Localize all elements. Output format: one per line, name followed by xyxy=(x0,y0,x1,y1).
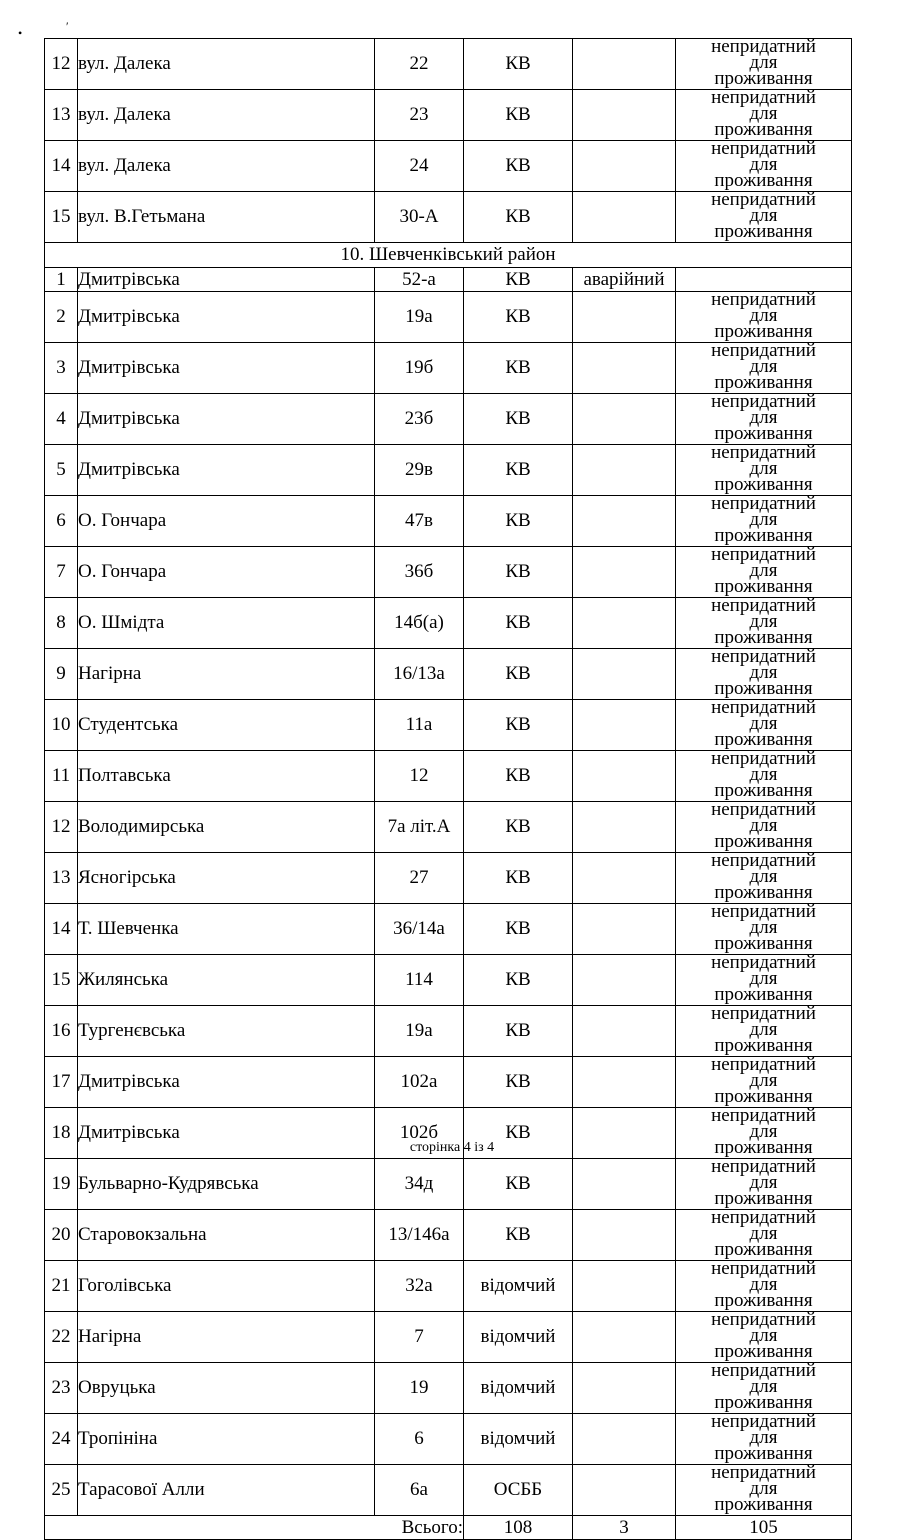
unfit-status-text: непридатний для проживання xyxy=(711,1107,816,1158)
table-row xyxy=(45,394,852,445)
table-row xyxy=(45,547,852,598)
unfit-status-text: непридатний для проживання xyxy=(711,903,816,954)
page-footer: сторінка 4 із 4 xyxy=(409,1140,495,1155)
house-number: 24 xyxy=(375,141,464,192)
table-row xyxy=(45,1210,852,1261)
ownership-type: КВ xyxy=(464,192,573,243)
street-name: Жилянська xyxy=(78,955,375,1006)
table-row xyxy=(45,141,852,192)
unfit-status xyxy=(676,700,852,751)
emergency-status xyxy=(573,547,676,598)
table-row xyxy=(45,802,852,853)
unfit-status-text: непридатний для проживання xyxy=(711,1158,816,1209)
house-number: 36/14а xyxy=(375,904,464,955)
table-row xyxy=(45,700,852,751)
unfit-status-text: непридатний для проживання xyxy=(711,191,816,242)
housing-register-table xyxy=(44,38,852,1540)
total-label: Всього: xyxy=(45,1516,464,1540)
table-row xyxy=(45,1006,852,1057)
emergency-status xyxy=(573,649,676,700)
unfit-status-text: непридатний для проживання xyxy=(711,852,816,903)
unfit-status xyxy=(676,141,852,192)
emergency-status xyxy=(573,1261,676,1312)
unfit-status-text: непридатний для проживання xyxy=(711,699,816,750)
table-row xyxy=(45,955,852,1006)
street-name: Володимирська xyxy=(78,802,375,853)
row-number: 15 xyxy=(45,955,78,1006)
unfit-status xyxy=(676,192,852,243)
emergency-status xyxy=(573,1006,676,1057)
row-number: 21 xyxy=(45,1261,78,1312)
unfit-status-text: непридатний для проживання xyxy=(711,342,816,393)
row-number: 12 xyxy=(45,802,78,853)
emergency-status xyxy=(573,1312,676,1363)
ownership-type: КВ xyxy=(464,1159,573,1210)
unfit-status-text: непридатний для проживання xyxy=(711,291,816,342)
street-name: Старовокзальна xyxy=(78,1210,375,1261)
unfit-status xyxy=(676,1363,852,1414)
street-name: Дмитрівська xyxy=(78,1108,375,1159)
ownership-type: КВ xyxy=(464,802,573,853)
unfit-status xyxy=(676,1210,852,1261)
house-number: 30-А xyxy=(375,192,464,243)
unfit-status-text: непридатний для проживання xyxy=(711,1260,816,1311)
row-number: 1 xyxy=(45,268,78,292)
house-number: 52-а xyxy=(375,268,464,292)
ownership-type: відомчий xyxy=(464,1363,573,1414)
unfit-status xyxy=(676,90,852,141)
street-name: Дмитрівська xyxy=(78,268,375,292)
ownership-type: КВ xyxy=(464,955,573,1006)
unfit-status-text: непридатний для проживання xyxy=(711,38,816,89)
street-name: Овруцька xyxy=(78,1363,375,1414)
unfit-status xyxy=(676,1312,852,1363)
ownership-type: КВ xyxy=(464,904,573,955)
unfit-status xyxy=(676,802,852,853)
house-number: 22 xyxy=(375,39,464,90)
row-number: 12 xyxy=(45,39,78,90)
house-number: 29в xyxy=(375,445,464,496)
table-row xyxy=(45,1057,852,1108)
street-name: О. Гончара xyxy=(78,547,375,598)
unfit-status xyxy=(676,955,852,1006)
row-number: 19 xyxy=(45,1159,78,1210)
street-name: Дмитрівська xyxy=(78,292,375,343)
scan-mark: ′ xyxy=(66,19,69,33)
table-row xyxy=(45,90,852,141)
emergency-status xyxy=(573,1465,676,1516)
street-name: вул. Далека xyxy=(78,39,375,90)
emergency-status xyxy=(573,904,676,955)
unfit-status-text: непридатний для проживання xyxy=(711,648,816,699)
emergency-status xyxy=(573,751,676,802)
unfit-status-text: непридатний для проживання xyxy=(711,801,816,852)
section-header-row xyxy=(45,243,852,268)
street-name: Тарасової Алли xyxy=(78,1465,375,1516)
table-row xyxy=(45,1312,852,1363)
table-row xyxy=(45,853,852,904)
emergency-status xyxy=(573,496,676,547)
street-name: Бульварно-Кудрявська xyxy=(78,1159,375,1210)
street-name: Дмитрівська xyxy=(78,343,375,394)
row-number: 22 xyxy=(45,1312,78,1363)
table-row xyxy=(45,268,852,292)
emergency-status xyxy=(573,1363,676,1414)
ownership-type: відомчий xyxy=(464,1261,573,1312)
ownership-type: КВ xyxy=(464,1057,573,1108)
unfit-status-text: непридатний для проживання xyxy=(711,1005,816,1056)
unfit-status xyxy=(676,1261,852,1312)
ownership-type: КВ xyxy=(464,268,573,292)
emergency-status xyxy=(573,192,676,243)
unfit-status xyxy=(676,394,852,445)
table-row xyxy=(45,1465,852,1516)
table-row xyxy=(45,445,852,496)
totals xyxy=(45,1516,852,1540)
unfit-status xyxy=(676,268,852,292)
house-number: 12 xyxy=(375,751,464,802)
unfit-status-text: непридатний для проживання xyxy=(711,89,816,140)
house-number: 23 xyxy=(375,90,464,141)
street-name: Дмитрівська xyxy=(78,445,375,496)
emergency-status xyxy=(573,394,676,445)
row-number: 3 xyxy=(45,343,78,394)
street-name: вул. Далека xyxy=(78,90,375,141)
unfit-status xyxy=(676,445,852,496)
unfit-status-text: непридатний для проживання xyxy=(711,597,816,648)
ownership-type: КВ xyxy=(464,547,573,598)
section-title: 10. Шевченківський район xyxy=(45,243,852,268)
table-row xyxy=(45,904,852,955)
house-number: 16/13а xyxy=(375,649,464,700)
ownership-type: КВ xyxy=(464,853,573,904)
street-name: Дмитрівська xyxy=(78,1057,375,1108)
row-number: 18 xyxy=(45,1108,78,1159)
unfit-status xyxy=(676,598,852,649)
house-number: 34д xyxy=(375,1159,464,1210)
row-number: 10 xyxy=(45,700,78,751)
street-name: О. Шмідта xyxy=(78,598,375,649)
row-number: 14 xyxy=(45,904,78,955)
unfit-status-text: непридатний для проживання xyxy=(711,1464,816,1515)
street-name: вул. В.Гетьмана xyxy=(78,192,375,243)
table-row xyxy=(45,751,852,802)
ownership-type: КВ xyxy=(464,1210,573,1261)
table-row xyxy=(45,1414,852,1465)
street-name: Гоголівська xyxy=(78,1261,375,1312)
emergency-status xyxy=(573,39,676,90)
ownership-type: відомчий xyxy=(464,1312,573,1363)
ownership-type: КВ xyxy=(464,598,573,649)
table-row xyxy=(45,496,852,547)
house-number: 6 xyxy=(375,1414,464,1465)
ownership-type: КВ xyxy=(464,445,573,496)
total-emergency: 3 xyxy=(573,1516,676,1540)
row-number: 7 xyxy=(45,547,78,598)
row-number: 25 xyxy=(45,1465,78,1516)
house-number: 27 xyxy=(375,853,464,904)
unfit-status-text: непридатний для проживання xyxy=(711,140,816,191)
unfit-status xyxy=(676,1006,852,1057)
ownership-type: КВ xyxy=(464,1108,573,1159)
table-body-section xyxy=(45,268,852,1516)
unfit-status xyxy=(676,39,852,90)
house-number: 19а xyxy=(375,1006,464,1057)
total-count: 108 xyxy=(464,1516,573,1540)
emergency-status xyxy=(573,1159,676,1210)
unfit-status-text: непридатний для проживання xyxy=(711,1056,816,1107)
unfit-status xyxy=(676,904,852,955)
table-body-continued xyxy=(45,39,852,243)
house-number: 23б xyxy=(375,394,464,445)
emergency-status xyxy=(573,90,676,141)
row-number: 2 xyxy=(45,292,78,343)
emergency-status xyxy=(573,445,676,496)
table-row xyxy=(45,192,852,243)
house-number: 13/146а xyxy=(375,1210,464,1261)
ownership-type: КВ xyxy=(464,394,573,445)
street-name: Нагірна xyxy=(78,1312,375,1363)
row-number: 20 xyxy=(45,1210,78,1261)
house-number: 102б xyxy=(375,1108,464,1159)
emergency-status xyxy=(573,343,676,394)
unfit-status xyxy=(676,292,852,343)
row-number: 8 xyxy=(45,598,78,649)
unfit-status-text: непридатний для проживання xyxy=(711,495,816,546)
row-number: 17 xyxy=(45,1057,78,1108)
house-number: 19б xyxy=(375,343,464,394)
table-row xyxy=(45,1363,852,1414)
row-number: 13 xyxy=(45,90,78,141)
unfit-status-text: непридатний для проживання xyxy=(711,393,816,444)
street-name: Ясногірська xyxy=(78,853,375,904)
unfit-status xyxy=(676,496,852,547)
row-number: 5 xyxy=(45,445,78,496)
street-name: Тургенєвська xyxy=(78,1006,375,1057)
emergency-status xyxy=(573,700,676,751)
ownership-type: КВ xyxy=(464,649,573,700)
total-unfit: 105 xyxy=(676,1516,852,1540)
ownership-type: КВ xyxy=(464,751,573,802)
emergency-status xyxy=(573,1057,676,1108)
row-number: 9 xyxy=(45,649,78,700)
emergency-status xyxy=(573,292,676,343)
unfit-status-text: непридатний для проживання xyxy=(711,1362,816,1413)
house-number: 7а літ.А xyxy=(375,802,464,853)
unfit-status xyxy=(676,1414,852,1465)
table-row xyxy=(45,649,852,700)
section-header xyxy=(45,243,852,268)
house-number: 102а xyxy=(375,1057,464,1108)
unfit-status-text: непридатний для проживання xyxy=(711,1209,816,1260)
ownership-type: КВ xyxy=(464,141,573,192)
table-row xyxy=(45,292,852,343)
ownership-type: КВ xyxy=(464,700,573,751)
house-number: 7 xyxy=(375,1312,464,1363)
ownership-type: КВ xyxy=(464,90,573,141)
unfit-status-text: непридатний для проживання xyxy=(711,1413,816,1464)
scan-mark: • xyxy=(18,26,23,40)
ownership-type: КВ xyxy=(464,39,573,90)
row-number: 4 xyxy=(45,394,78,445)
street-name: О. Гончара xyxy=(78,496,375,547)
unfit-status xyxy=(676,1057,852,1108)
unfit-status xyxy=(676,751,852,802)
table-row xyxy=(45,1159,852,1210)
unfit-status-text: непридатний для проживання xyxy=(711,954,816,1005)
house-number: 11а xyxy=(375,700,464,751)
emergency-status xyxy=(573,598,676,649)
unfit-status xyxy=(676,1159,852,1210)
street-name: Т. Шевченка xyxy=(78,904,375,955)
ownership-type: КВ xyxy=(464,1006,573,1057)
totals-row xyxy=(45,1516,852,1540)
ownership-type: КВ xyxy=(464,292,573,343)
emergency-status xyxy=(573,955,676,1006)
house-number: 14б(а) xyxy=(375,598,464,649)
row-number: 23 xyxy=(45,1363,78,1414)
street-name: Студентська xyxy=(78,700,375,751)
row-number: 15 xyxy=(45,192,78,243)
ownership-type: відомчий xyxy=(464,1414,573,1465)
house-number: 6а xyxy=(375,1465,464,1516)
ownership-type: ОСББ xyxy=(464,1465,573,1516)
unfit-status-text: непридатний для проживання xyxy=(711,1311,816,1362)
house-number: 47в xyxy=(375,496,464,547)
emergency-status: аварійний xyxy=(573,268,676,292)
street-name: Полтавська xyxy=(78,751,375,802)
emergency-status xyxy=(573,1414,676,1465)
street-name: Тропініна xyxy=(78,1414,375,1465)
house-number: 36б xyxy=(375,547,464,598)
emergency-status xyxy=(573,853,676,904)
unfit-status xyxy=(676,1465,852,1516)
row-number: 6 xyxy=(45,496,78,547)
street-name: вул. Далека xyxy=(78,141,375,192)
table-row xyxy=(45,1261,852,1312)
unfit-status-text: непридатний для проживання xyxy=(711,444,816,495)
unfit-status xyxy=(676,547,852,598)
house-number: 19 xyxy=(375,1363,464,1414)
emergency-status xyxy=(573,802,676,853)
row-number: 14 xyxy=(45,141,78,192)
unfit-status-text: непридатний для проживання xyxy=(711,750,816,801)
table-row xyxy=(45,39,852,90)
unfit-status xyxy=(676,343,852,394)
street-name: Дмитрівська xyxy=(78,394,375,445)
emergency-status xyxy=(573,1210,676,1261)
unfit-status xyxy=(676,853,852,904)
emergency-status xyxy=(573,141,676,192)
ownership-type: КВ xyxy=(464,343,573,394)
house-number: 19а xyxy=(375,292,464,343)
unfit-status xyxy=(676,649,852,700)
ownership-type: КВ xyxy=(464,496,573,547)
table-row xyxy=(45,598,852,649)
unfit-status-text: непридатний для проживання xyxy=(711,546,816,597)
row-number: 24 xyxy=(45,1414,78,1465)
row-number: 16 xyxy=(45,1006,78,1057)
street-name: Нагірна xyxy=(78,649,375,700)
table-row xyxy=(45,343,852,394)
house-number: 114 xyxy=(375,955,464,1006)
house-number: 32а xyxy=(375,1261,464,1312)
row-number: 13 xyxy=(45,853,78,904)
row-number: 11 xyxy=(45,751,78,802)
